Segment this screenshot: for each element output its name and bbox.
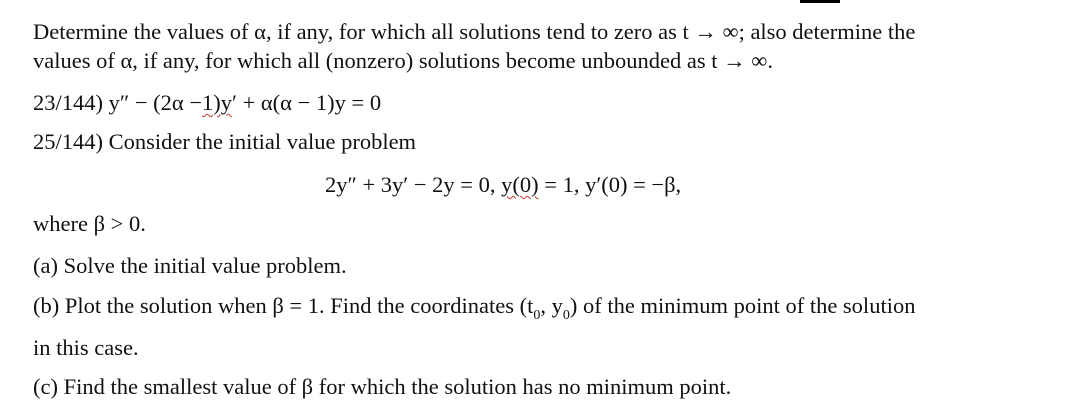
part-b-start: (b) Plot the solution when β = 1. Find the coordinates (t — [33, 293, 534, 318]
problem-23-equation-wavy: 1)y — [202, 90, 233, 115]
problem-23-equation-part2: ′ + α(α − 1)y = 0 — [232, 90, 382, 115]
problem-25-statement: Consider the initial value problem — [108, 129, 417, 154]
problem-23-number: 23/144) — [33, 90, 103, 115]
problem-23-equation-part1: y″ − (2α − — [108, 90, 203, 115]
intro-line-1: Determine the values of α, if any, for which all solutions tend to zero as t → ∞; also determine the — [33, 19, 916, 44]
problem-25-equation — [325, 171, 681, 199]
intro-line-2: values of α, if any, for which all (nonzero) solutions become unbounded as t → ∞. — [33, 48, 773, 73]
equation-initial-condition: y(0) — [501, 172, 539, 197]
part-b-comma-y: , y — [540, 293, 563, 318]
part-c: (c) Find the smallest value of β for which the solution has no minimum point. — [33, 374, 732, 399]
beta-condition: where β > 0. — [33, 211, 146, 236]
subscript-t0: 0 — [533, 308, 541, 323]
top-edge-rule — [800, 0, 840, 3]
problem-23 — [33, 89, 381, 117]
part-b-line-2: in this case. — [33, 335, 139, 360]
problem-25-header — [33, 128, 416, 156]
equation-part1: 2y″ + 3y′ − 2y = 0, — [325, 172, 496, 197]
equation-part2: = 1, y′(0) = −β, — [544, 172, 682, 197]
problem-25-number: 25/144) — [33, 129, 103, 154]
part-b-end: ) of the minimum point of the solution — [569, 293, 916, 318]
part-b-line-1 — [33, 292, 915, 330]
subscript-y0: 0 — [562, 308, 570, 323]
part-a: (a) Solve the initial value problem. — [33, 253, 347, 278]
